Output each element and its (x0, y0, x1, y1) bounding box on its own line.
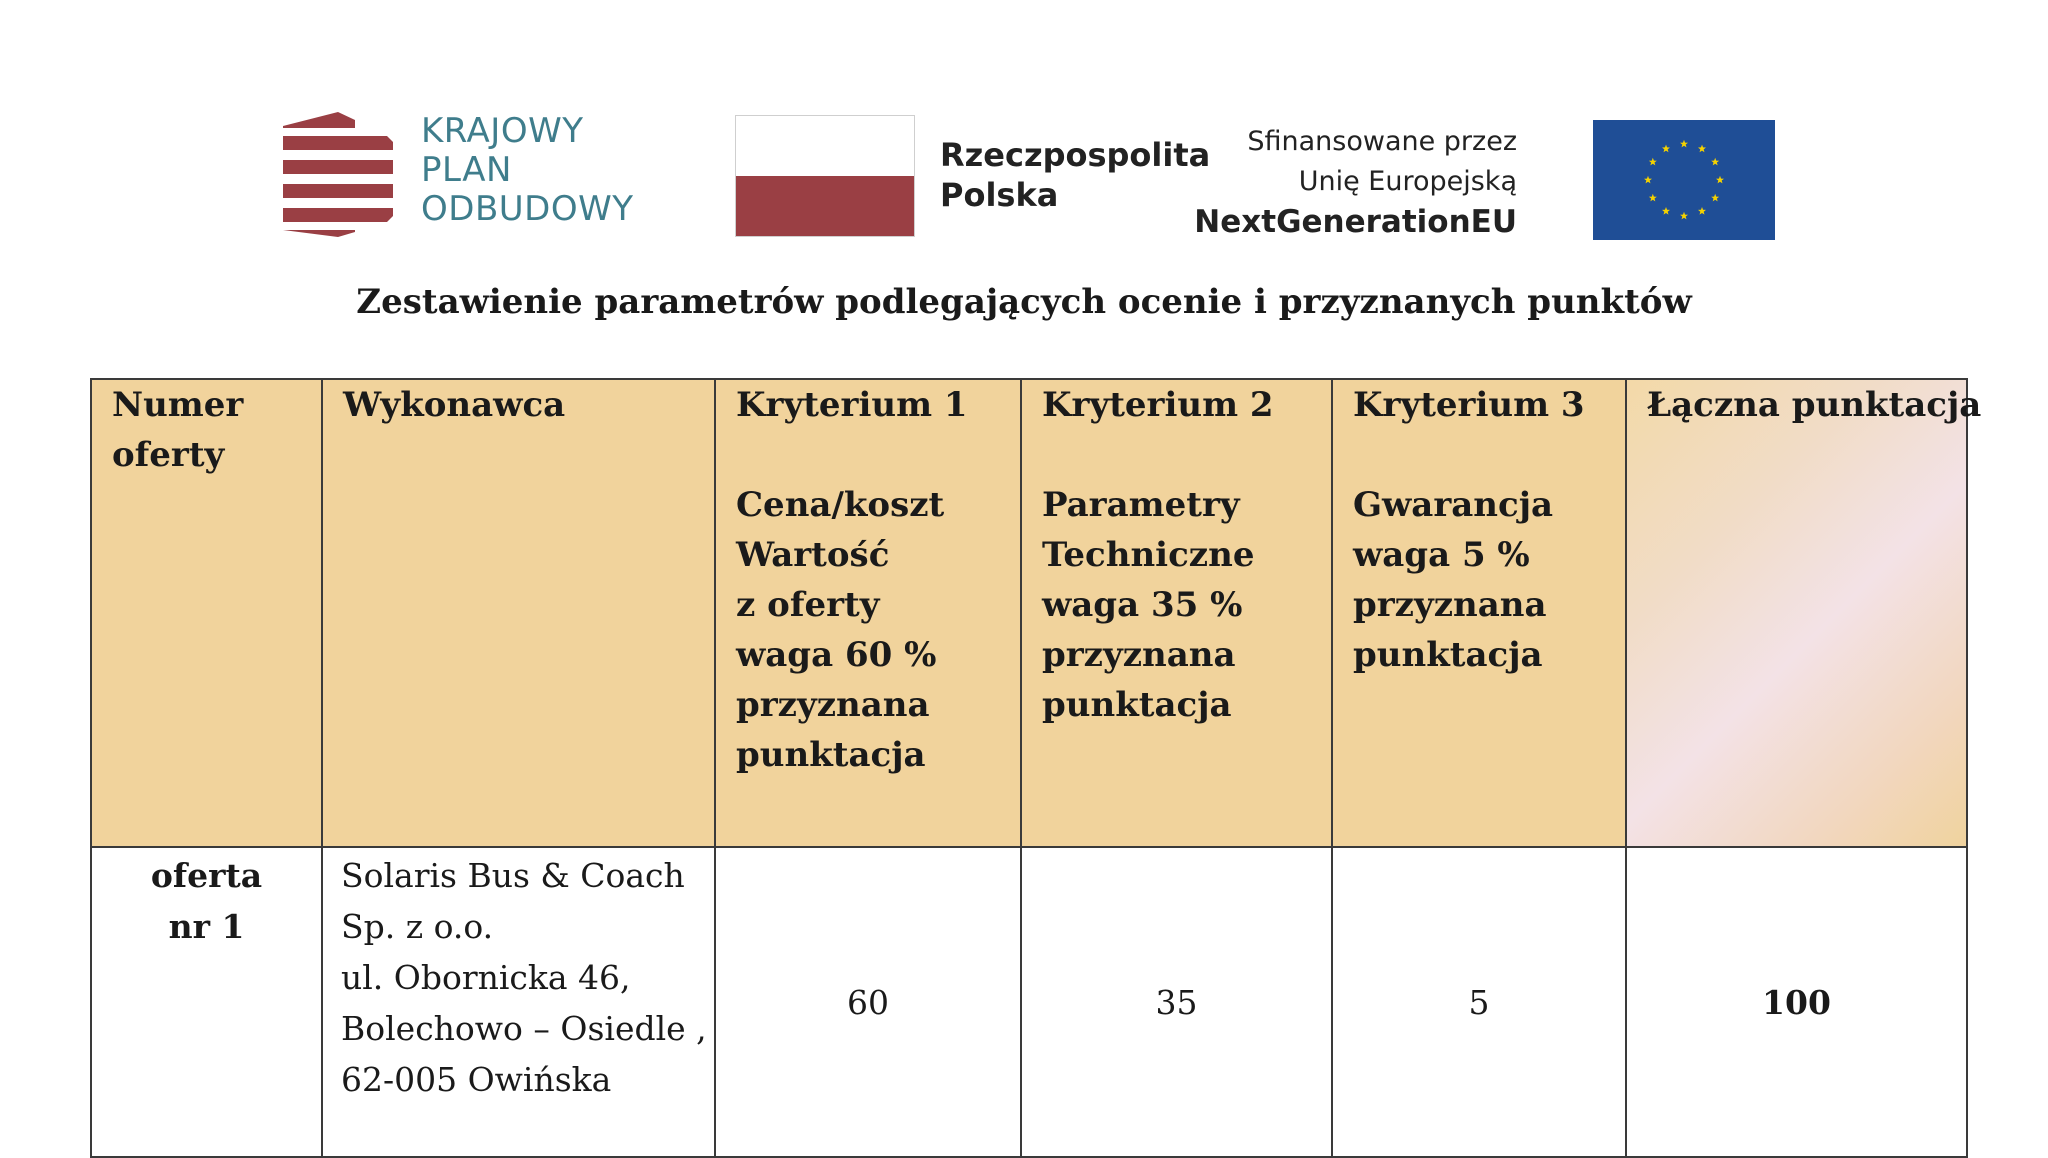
rp-logo (735, 115, 1211, 240)
eu-logo-text (1194, 122, 1517, 242)
header-vendor-label: Wykonawca (343, 385, 566, 425)
eu-logo (1194, 118, 1775, 243)
criterion-1-score: 60 (715, 847, 1021, 1157)
header-criterion-3 (1332, 379, 1626, 847)
total-score: 100 (1626, 847, 1967, 1157)
header-criterion-3-line: waga 5 % (1353, 535, 1530, 575)
eu-line-2: Unię Europejską (1298, 166, 1517, 197)
header-criterion-1-desc (736, 480, 1008, 780)
header-criterion-1-line: z oferty (736, 585, 880, 625)
header-offer-number-line-2: oferty (112, 435, 225, 475)
header-criterion-1-line: przyznana (736, 685, 930, 725)
header-criterion-1-line: Wartość (736, 535, 890, 575)
header-criterion-1 (715, 379, 1021, 847)
kpo-line-2: PLAN (421, 150, 512, 190)
header-criterion-2-title: Kryterium 2 (1042, 385, 1274, 425)
header-criterion-3-line: przyznana (1353, 585, 1547, 625)
header-vendor (322, 379, 715, 847)
evaluation-table (90, 378, 1982, 1158)
header-criterion-2-line: przyznana (1042, 635, 1236, 675)
header-criterion-1-line: punktacja (736, 735, 926, 775)
table-header-row (91, 379, 1967, 847)
kpo-logo (283, 112, 663, 242)
header-criterion-1-line: waga 60 % (736, 635, 937, 675)
eu-flag-icon (1593, 120, 1775, 240)
rp-logo-text (940, 135, 1210, 215)
table-row (91, 847, 1967, 1157)
header-criterion-2-line: waga 35 % (1042, 585, 1243, 625)
header-total-score (1626, 379, 1982, 847)
header-criterion-2-line: Techniczne (1042, 535, 1255, 575)
criterion-2-score: 35 (1021, 847, 1332, 1157)
vendor-cell (322, 847, 715, 1157)
header-criterion-2 (1021, 379, 1332, 847)
header-criterion-3-title: Kryterium 3 (1353, 385, 1585, 425)
header-total-score-label: Łączna punktacja (1647, 385, 1982, 425)
header-criterion-3-desc (1353, 480, 1613, 680)
vendor-line: ul. Obornicka 46, (341, 958, 631, 997)
header-criterion-2-desc (1042, 480, 1319, 730)
kpo-line-1: KRAJOWY (421, 111, 584, 151)
kpo-mark-icon (283, 112, 393, 237)
document-title: Zestawienie parametrów podlegających ocenie i przyznanych punktów (356, 282, 1692, 322)
header-offer-number (91, 379, 322, 847)
header-criterion-3-line: Gwarancja (1353, 485, 1554, 525)
header-criterion-2-line: Parametry (1042, 485, 1240, 525)
kpo-logo-text (421, 112, 633, 229)
header-criterion-3-line: punktacja (1353, 635, 1543, 675)
polish-flag-icon (735, 115, 915, 237)
vendor-line: Sp. z o.o. (341, 907, 494, 946)
kpo-line-3: ODBUDOWY (421, 189, 634, 229)
rp-line-2: Polska (940, 176, 1059, 214)
eu-line-3: NextGenerationEU (1194, 204, 1517, 240)
header-criterion-1-line: Cena/koszt (736, 485, 945, 525)
vendor-line: Solaris Bus & Coach (341, 856, 685, 895)
header-offer-number-line-1: Numer (112, 385, 244, 425)
header-criterion-2-line: punktacja (1042, 685, 1232, 725)
offer-number-line: nr 1 (168, 907, 245, 946)
rp-line-1: Rzeczpospolita (940, 136, 1211, 174)
criterion-3-score: 5 (1332, 847, 1626, 1157)
eu-line-1: Sfinansowane przez (1247, 126, 1517, 157)
offer-number-cell (91, 847, 322, 1157)
header-criterion-1-title: Kryterium 1 (736, 385, 968, 425)
offer-number-line: oferta (150, 856, 263, 895)
vendor-line: Bolechowo – Osiedle , (341, 1009, 707, 1048)
vendor-line: 62-005 Owińska (341, 1060, 612, 1099)
